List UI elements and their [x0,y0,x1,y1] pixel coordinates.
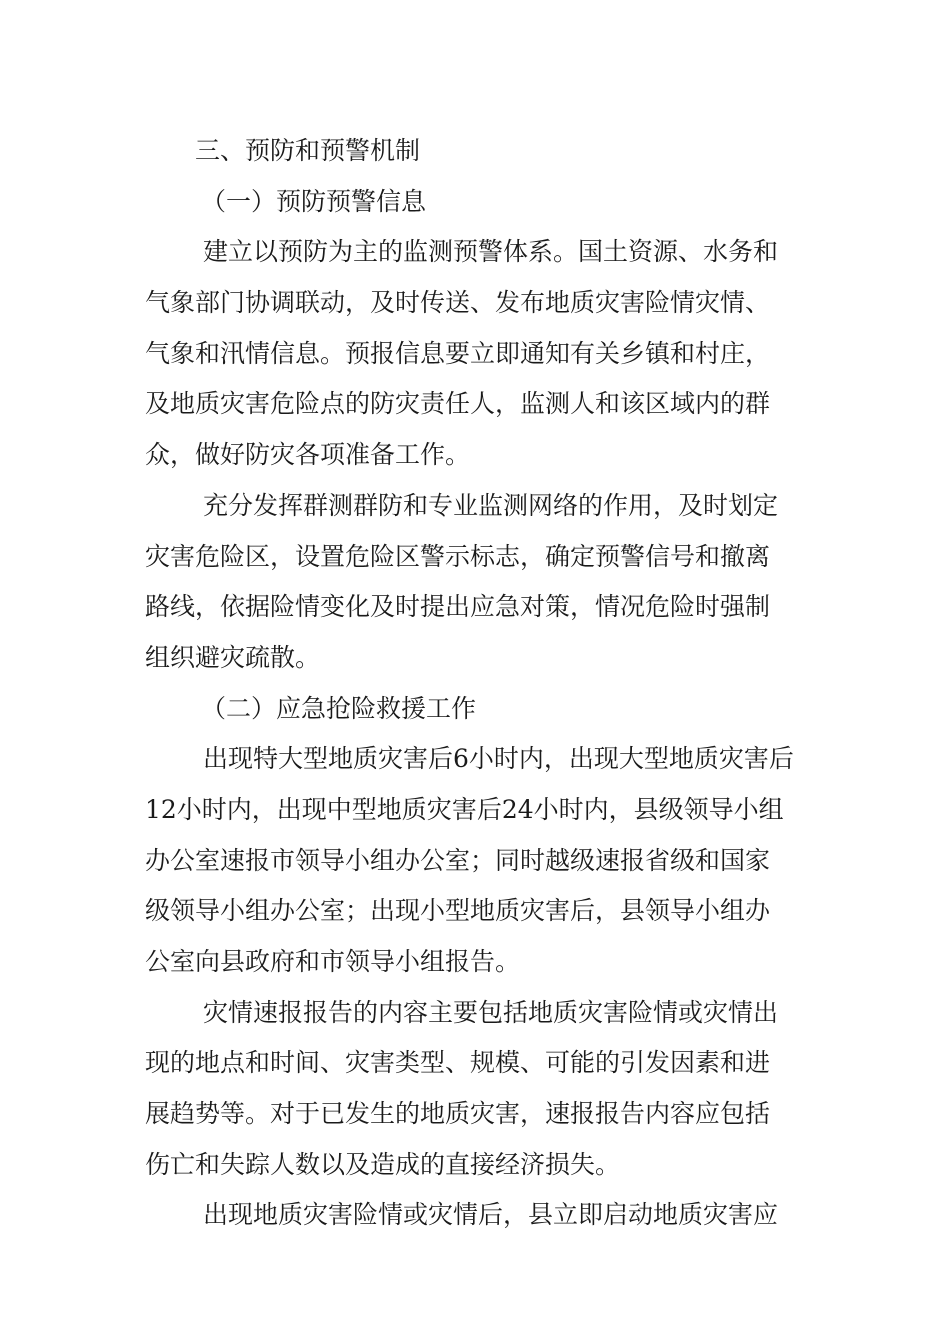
paragraph-line: 气象和汛情信息。预报信息要立即通知有关乡镇和村庄， [145,338,771,368]
paragraph-4 [145,988,810,1191]
paragraph-line: 办公室速报市领导小组办公室；同时越级速报省级和国家 [145,845,771,875]
paragraph-line: 级领导小组办公室；出现小型地质灾害后，县领导小组办 [145,896,771,926]
paragraph-line: 众，做好防灾各项准备工作。 [145,440,471,470]
paragraph-line: 伤亡和失踪人数以及造成的直接经济损失。 [145,1149,621,1179]
paragraph-line: 及地质灾害危险点的防灾责任人，监测人和该区域内的群 [145,389,771,419]
paragraph-line: 展趋势等。对于已发生的地质灾害，速报报告内容应包括 [145,1099,771,1129]
paragraph-3 [145,734,810,987]
paragraph-line: 气象部门协调联动，及时传送、发布地质灾害险情灾情、 [145,288,771,318]
paragraph-line: 灾害危险区，设置危险区警示标志，确定预警信号和撤离 [145,541,771,571]
paragraph-line: 充分发挥群测群防和专业监测网络的作用，及时划定 [203,490,779,520]
paragraph-line: 12小时内，出现中型地质灾害后24小时内，县级领导小组 [145,794,784,824]
paragraph-5 [145,1190,810,1241]
subsection-heading-1: （一）预防预警信息 [201,186,427,216]
section-heading: 三、预防和预警机制 [195,136,421,165]
paragraph-line: 出现特大型地质灾害后6小时内，出现大型地质灾害后 [203,744,794,774]
paragraph-line: 组织避灾疏散。 [145,642,321,672]
paragraph-2 [145,481,810,684]
paragraph-line: 建立以预防为主的监测预警体系。国土资源、水务和 [203,237,779,267]
paragraph-line: 公室向县政府和市领导小组报告。 [145,947,521,976]
paragraph-1 [145,227,810,480]
paragraph-line: 灾情速报报告的内容主要包括地质灾害险情或灾情出 [203,997,779,1027]
paragraph-line: 现的地点和时间、灾害类型、规模、可能的引发因素和进 [145,1048,771,1078]
paragraph-line: 路线，依据险情变化及时提出应急对策，情况危险时强制 [145,592,771,622]
document-body [145,126,810,1241]
paragraph-line: 出现地质灾害险情或灾情后，县立即启动地质灾害应 [203,1200,779,1230]
subsection-heading-2: （二）应急抢险救援工作 [201,693,477,723]
